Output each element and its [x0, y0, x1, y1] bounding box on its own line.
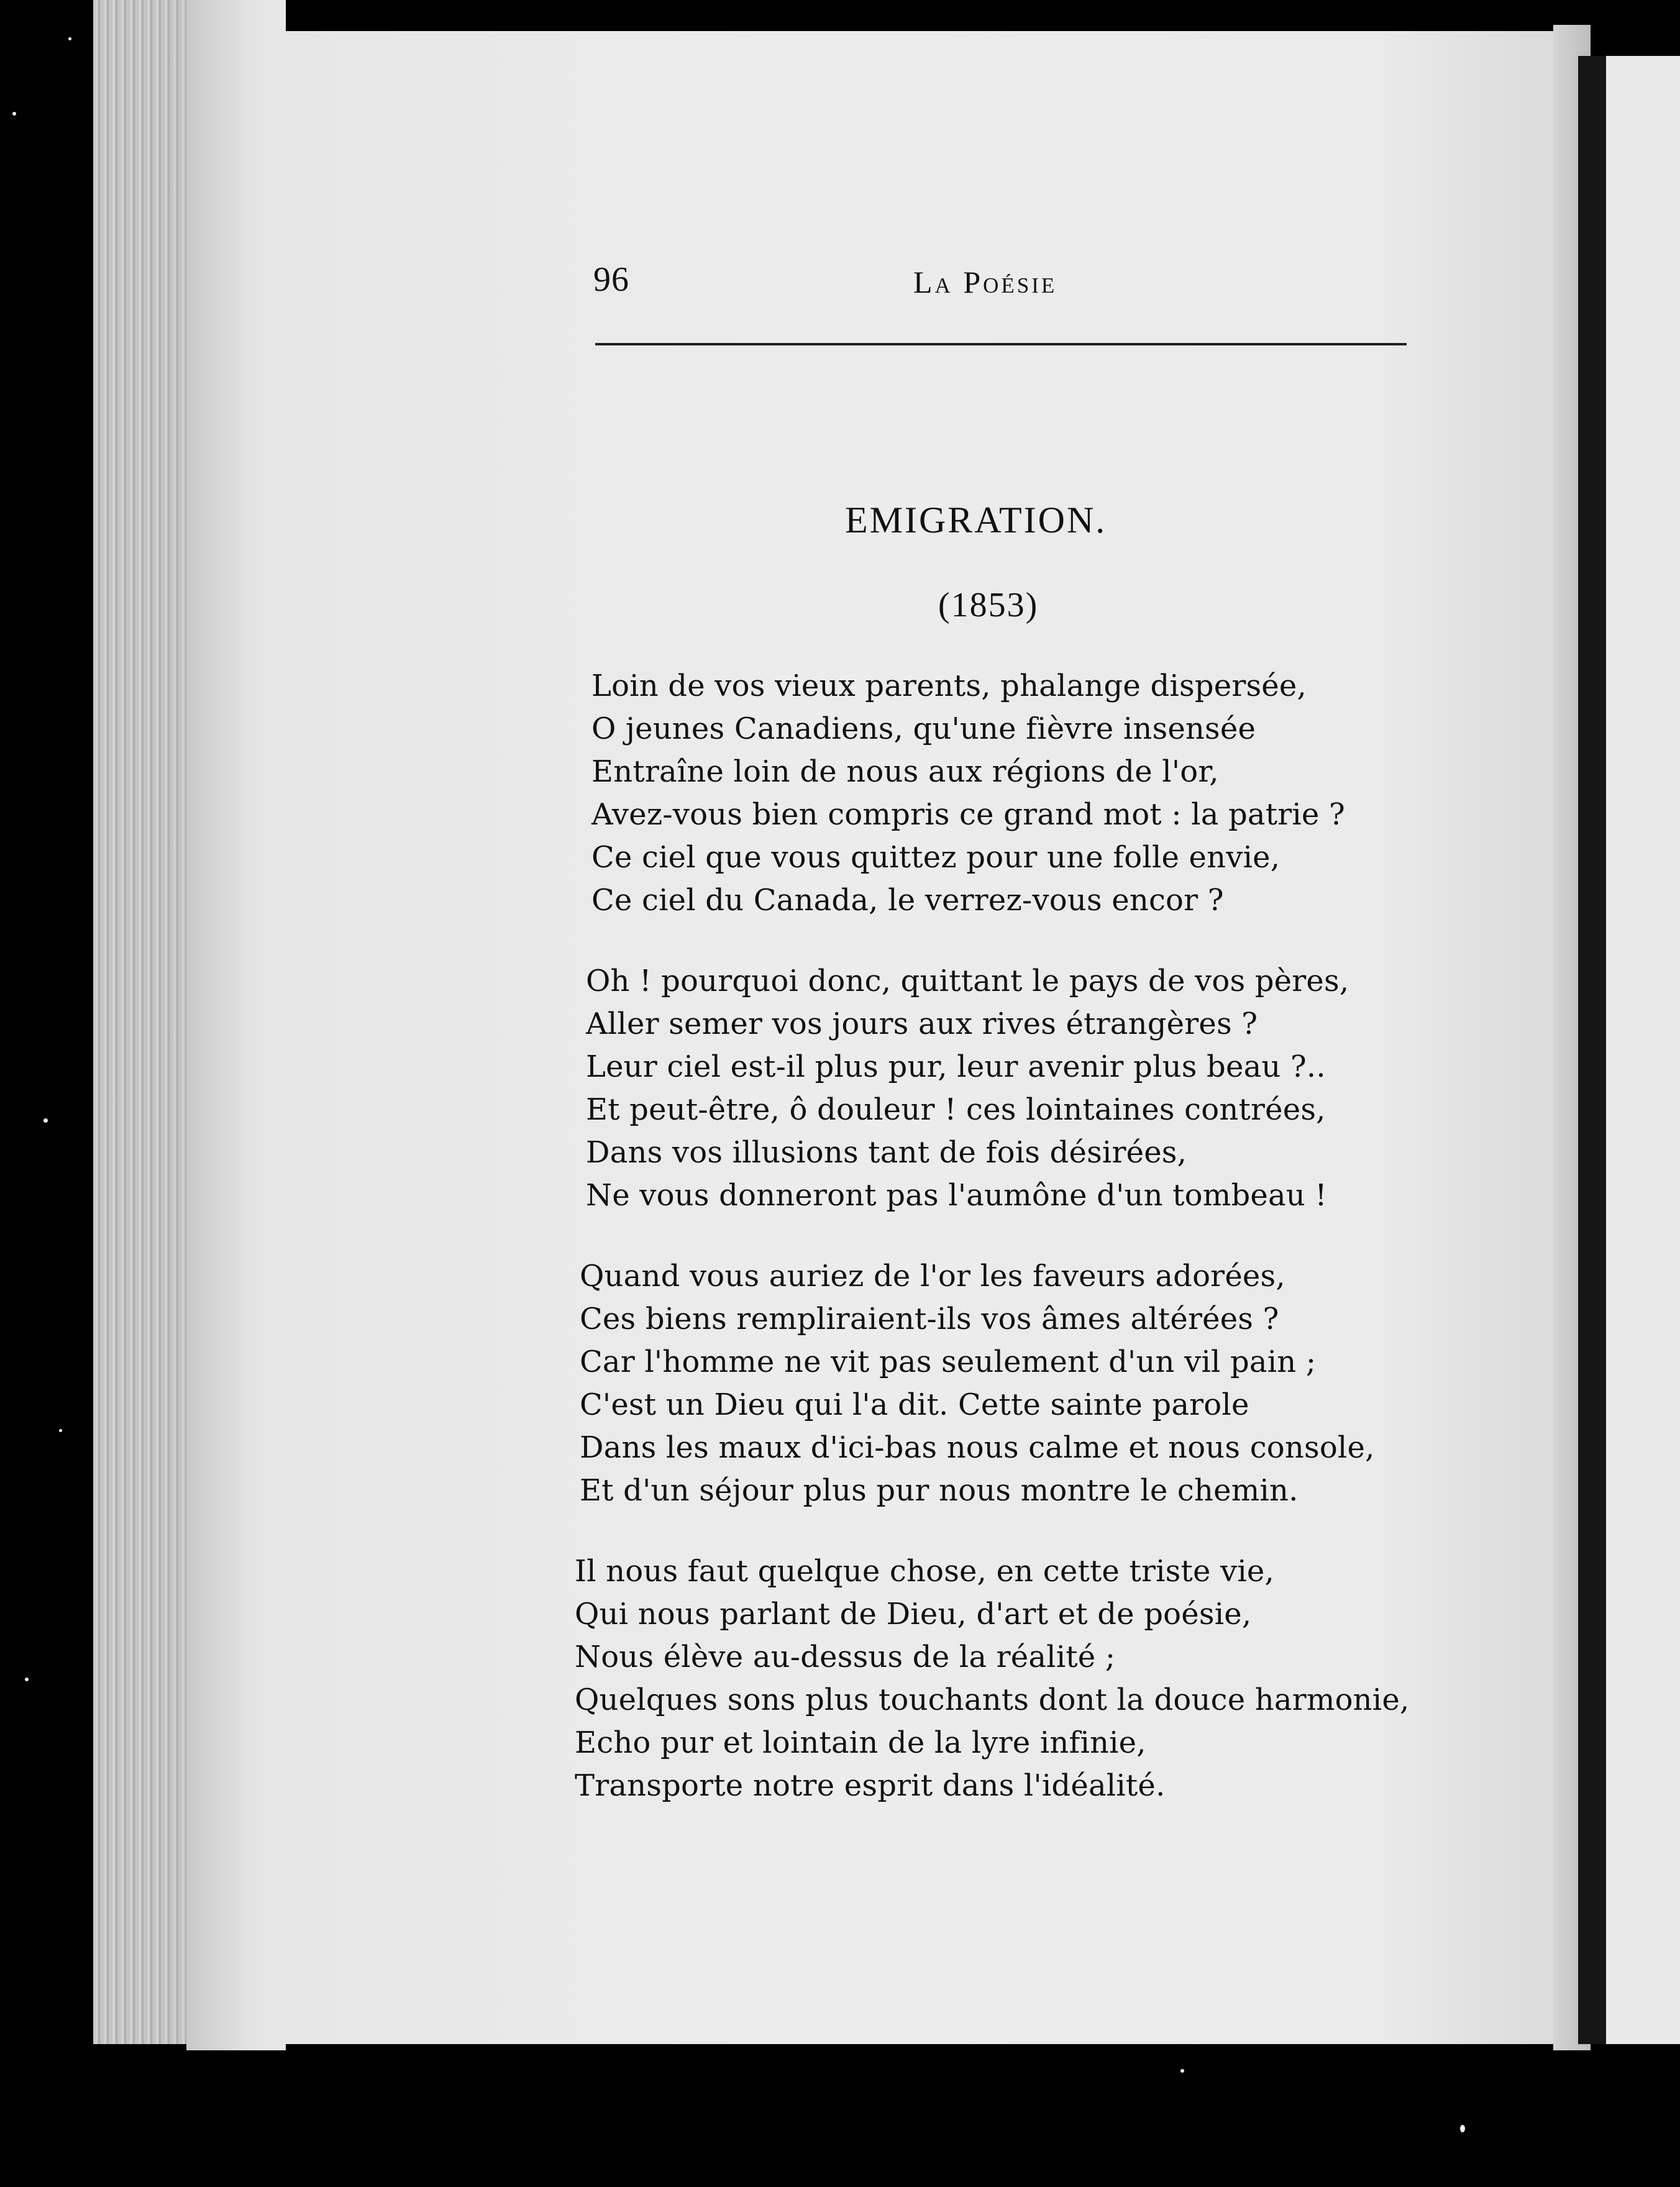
stanza-4	[575, 1550, 1409, 1807]
verse-line: Qui nous parlant de Dieu, d'art et de poésie,	[575, 1597, 1252, 1632]
verse-line: Nous élève au-dessus de la réalité ;	[575, 1640, 1116, 1674]
verse-line: Loin de vos vieux parents, phalange dispersée,	[591, 669, 1307, 703]
verse-line: Dans vos illusions tant de fois désirées,	[586, 1135, 1187, 1170]
stanza-3	[580, 1255, 1375, 1512]
verse-line: Ce ciel que vous quittez pour une folle envie,	[591, 840, 1281, 875]
verse-line: Quelques sons plus touchants dont la douce harmonie,	[575, 1682, 1410, 1717]
verse-line: Oh ! pourquoi donc, quittant le pays de vos pères,	[586, 964, 1349, 998]
page-number: 96	[593, 260, 629, 299]
verse-line: C'est un Dieu qui l'a dit. Cette sainte parole	[580, 1387, 1249, 1422]
poem-title: EMIGRATION.	[845, 500, 1107, 541]
stanza-2	[586, 960, 1349, 1217]
verse-line: Dans les maux d'ici-bas nous calme et nous console,	[580, 1430, 1375, 1465]
verse-line: Ce ciel du Canada, le verrez-vous encor ?	[591, 883, 1224, 918]
stanza-1	[591, 665, 1345, 922]
verse-line: Quand vous auriez de l'or les faveurs adorées,	[580, 1259, 1285, 1294]
verse-line: Aller semer vos jours aux rives étrangères ?	[586, 1007, 1258, 1041]
verse-line: Entraîne loin de nous aux régions de l'or,	[591, 754, 1219, 789]
verse-line: Car l'homme ne vit pas seulement d'un vil pain ;	[580, 1345, 1317, 1379]
verse-line: Et peut-être, ô douleur ! ces lointaines contrées,	[586, 1092, 1326, 1127]
verse-line: Il nous faut quelque chose, en cette triste vie,	[575, 1554, 1274, 1589]
verse-line: Echo pur et lointain de la lyre infinie,	[575, 1725, 1146, 1760]
verse-line: Ces biens rempliraient-ils vos âmes altérées ?	[580, 1302, 1279, 1336]
verse-line: Leur ciel est-il plus pur, leur avenir plus beau ?..	[586, 1049, 1326, 1084]
verse-line: Transporte notre esprit dans l'idéalité.	[575, 1768, 1166, 1803]
header-rule	[595, 343, 1407, 345]
verse-line: O jeunes Canadiens, qu'une fièvre insensée	[591, 711, 1256, 746]
verse-line: Et d'un séjour plus pur nous montre le chemin.	[580, 1473, 1299, 1508]
verse-line: Ne vous donneront pas l'aumône d'un tombeau !	[586, 1178, 1327, 1213]
running-head: La Poésie	[913, 265, 1057, 299]
poem-year: (1853)	[938, 586, 1039, 624]
verse-line: Avez-vous bien compris ce grand mot : la patrie ?	[591, 797, 1345, 832]
